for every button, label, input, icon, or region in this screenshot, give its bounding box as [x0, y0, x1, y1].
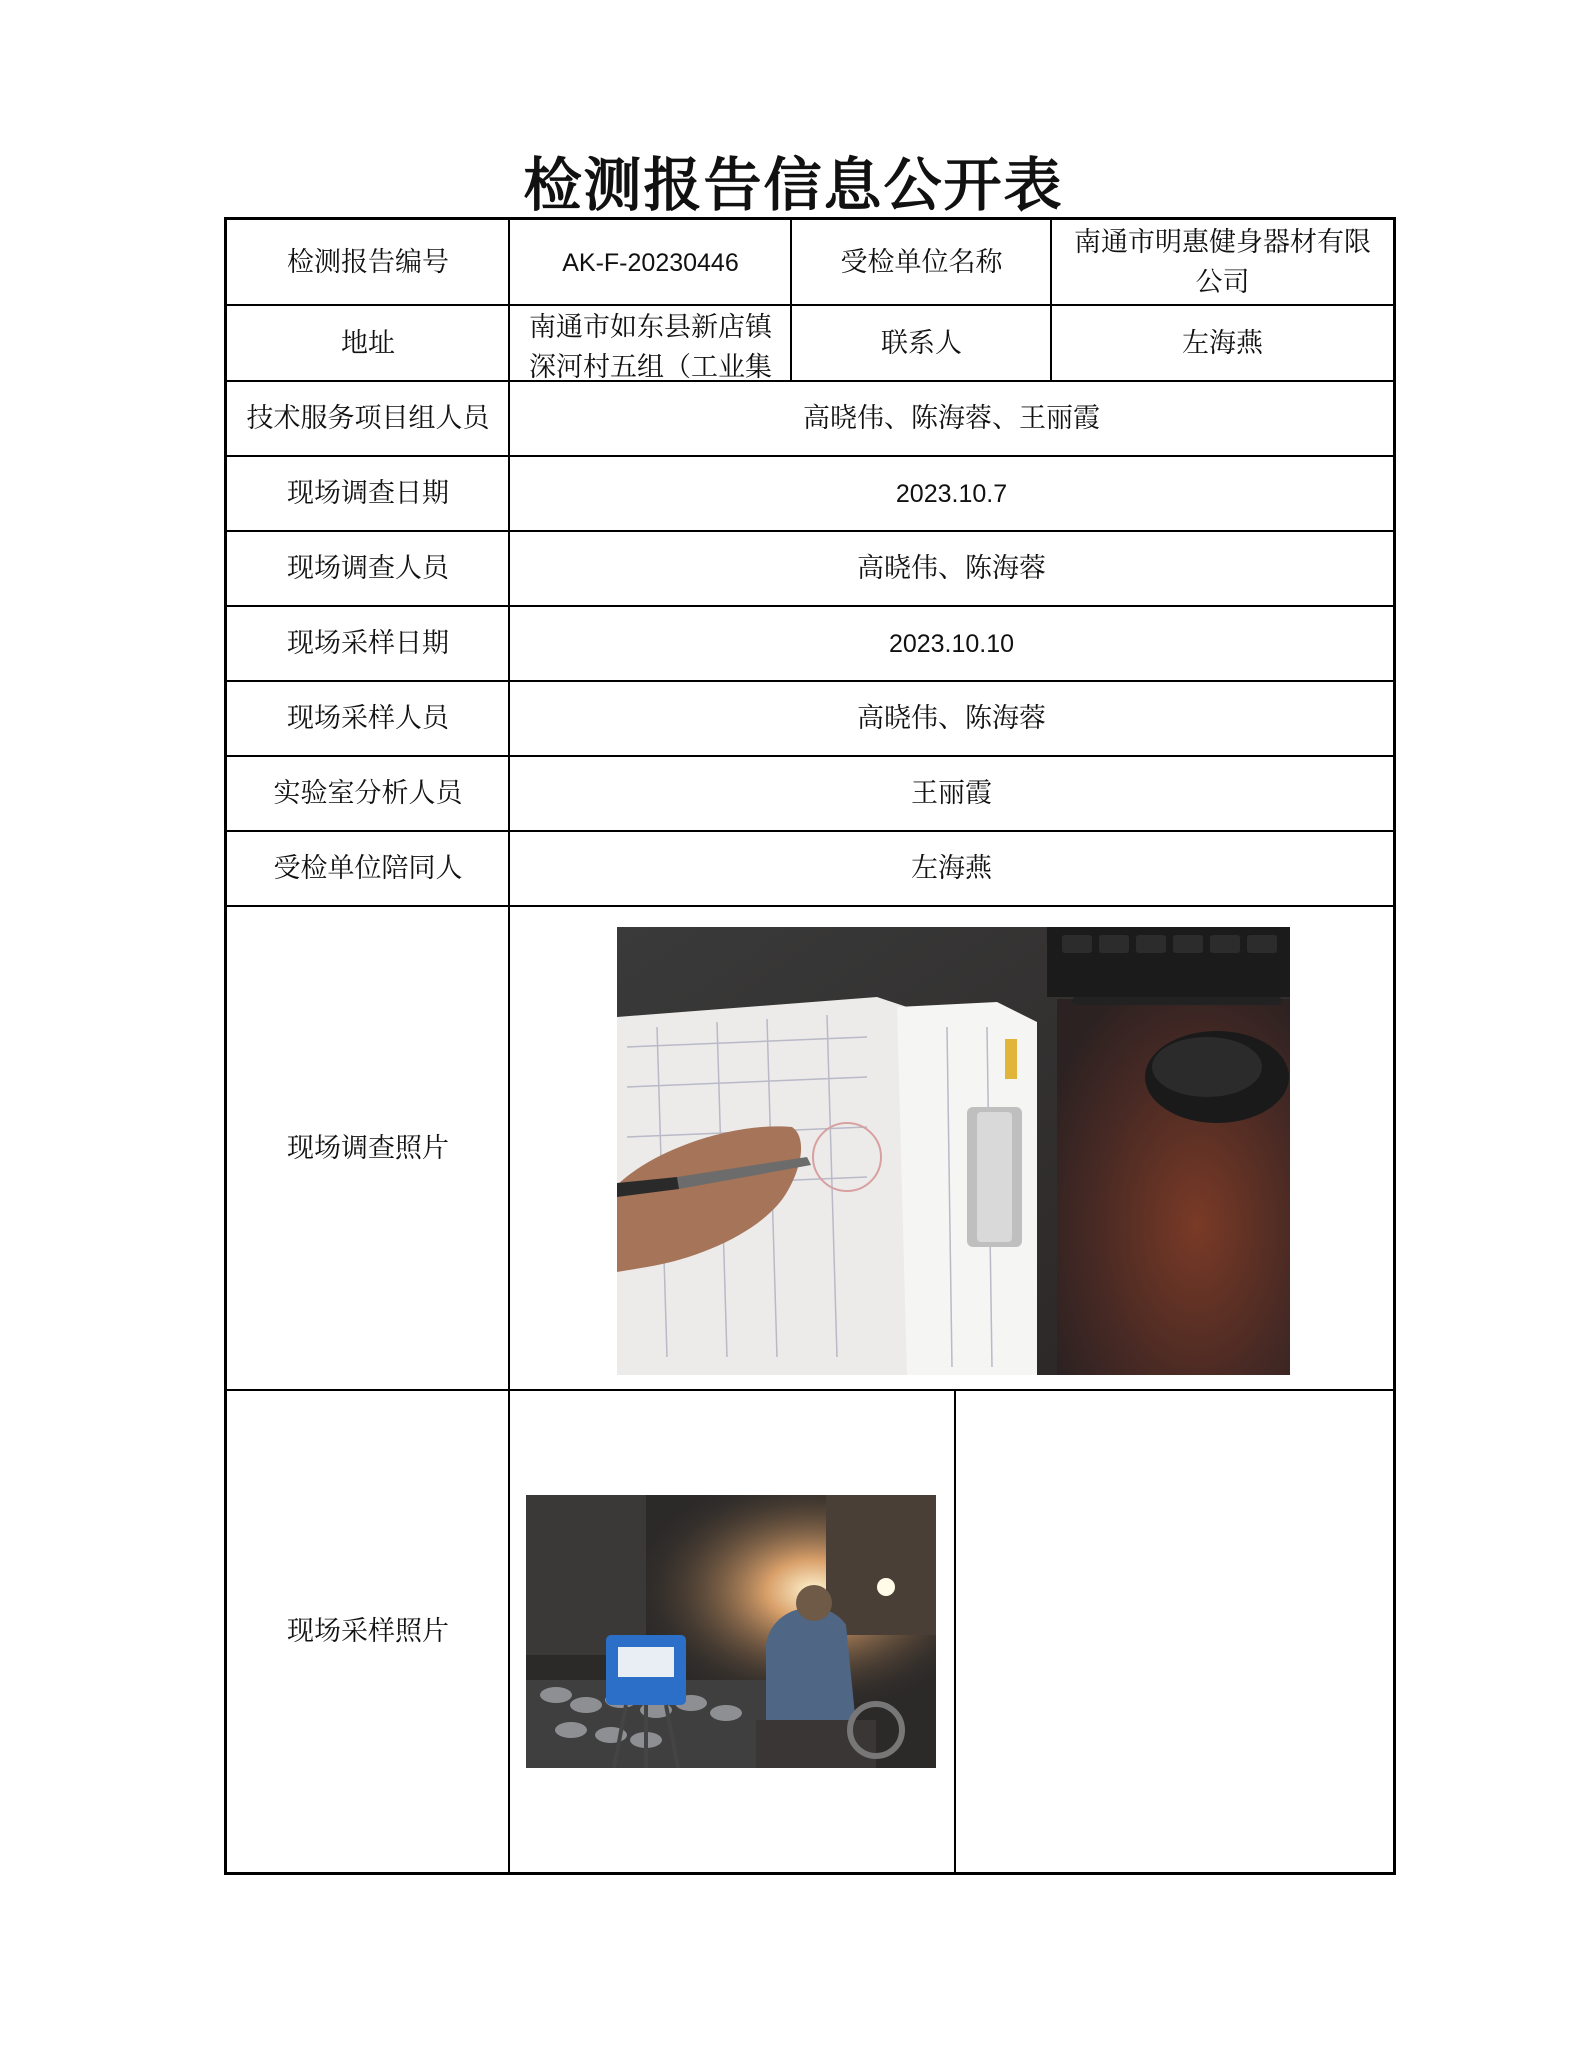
survey-date-value: 2023.10.7 [895, 480, 1008, 508]
project-team-value: 高晓伟、陈海蓉、王丽霞 [803, 403, 1100, 434]
sampling-date-label: 现场采样日期 [287, 628, 449, 659]
survey-date-label: 现场调查日期 [287, 478, 449, 509]
info-table [224, 217, 1396, 1875]
survey-photo-label: 现场调查照片 [287, 1132, 449, 1164]
survey-photo [617, 927, 1290, 1375]
survey-staff-value: 高晓伟、陈海蓉 [857, 553, 1046, 584]
unit-name-value: 南通市明惠健身器材有限公司 [1074, 226, 1371, 298]
address-label: 地址 [341, 327, 395, 359]
sampling-staff-value: 高晓伟、陈海蓉 [857, 703, 1046, 734]
sampling-staff-label: 现场采样人员 [287, 703, 449, 734]
escort-value: 左海燕 [911, 853, 992, 884]
survey-staff-label: 现场调查人员 [287, 553, 449, 584]
escort-label: 受检单位陪同人 [273, 853, 463, 884]
page-title: 检测报告信息公开表 [523, 151, 1064, 219]
sampling-date-value: 2023.10.10 [888, 630, 1015, 658]
project-team-label: 技术服务项目组人员 [246, 403, 490, 434]
sampling-photo [526, 1495, 936, 1768]
sampling-photo-label: 现场采样照片 [287, 1615, 449, 1647]
lab-analyst-value: 王丽霞 [911, 778, 992, 809]
lab-analyst-label: 实验室分析人员 [273, 778, 463, 809]
contact-label: 联系人 [881, 327, 962, 359]
contact-value: 左海燕 [1182, 327, 1263, 359]
address-value: 南通市如东县新店镇深河村五组（工业集 [529, 312, 772, 381]
report-no-label: 检测报告编号 [287, 246, 449, 278]
unit-name-label: 受检单位名称 [840, 246, 1003, 278]
report-no-value: AK-F-20230446 [562, 248, 739, 277]
